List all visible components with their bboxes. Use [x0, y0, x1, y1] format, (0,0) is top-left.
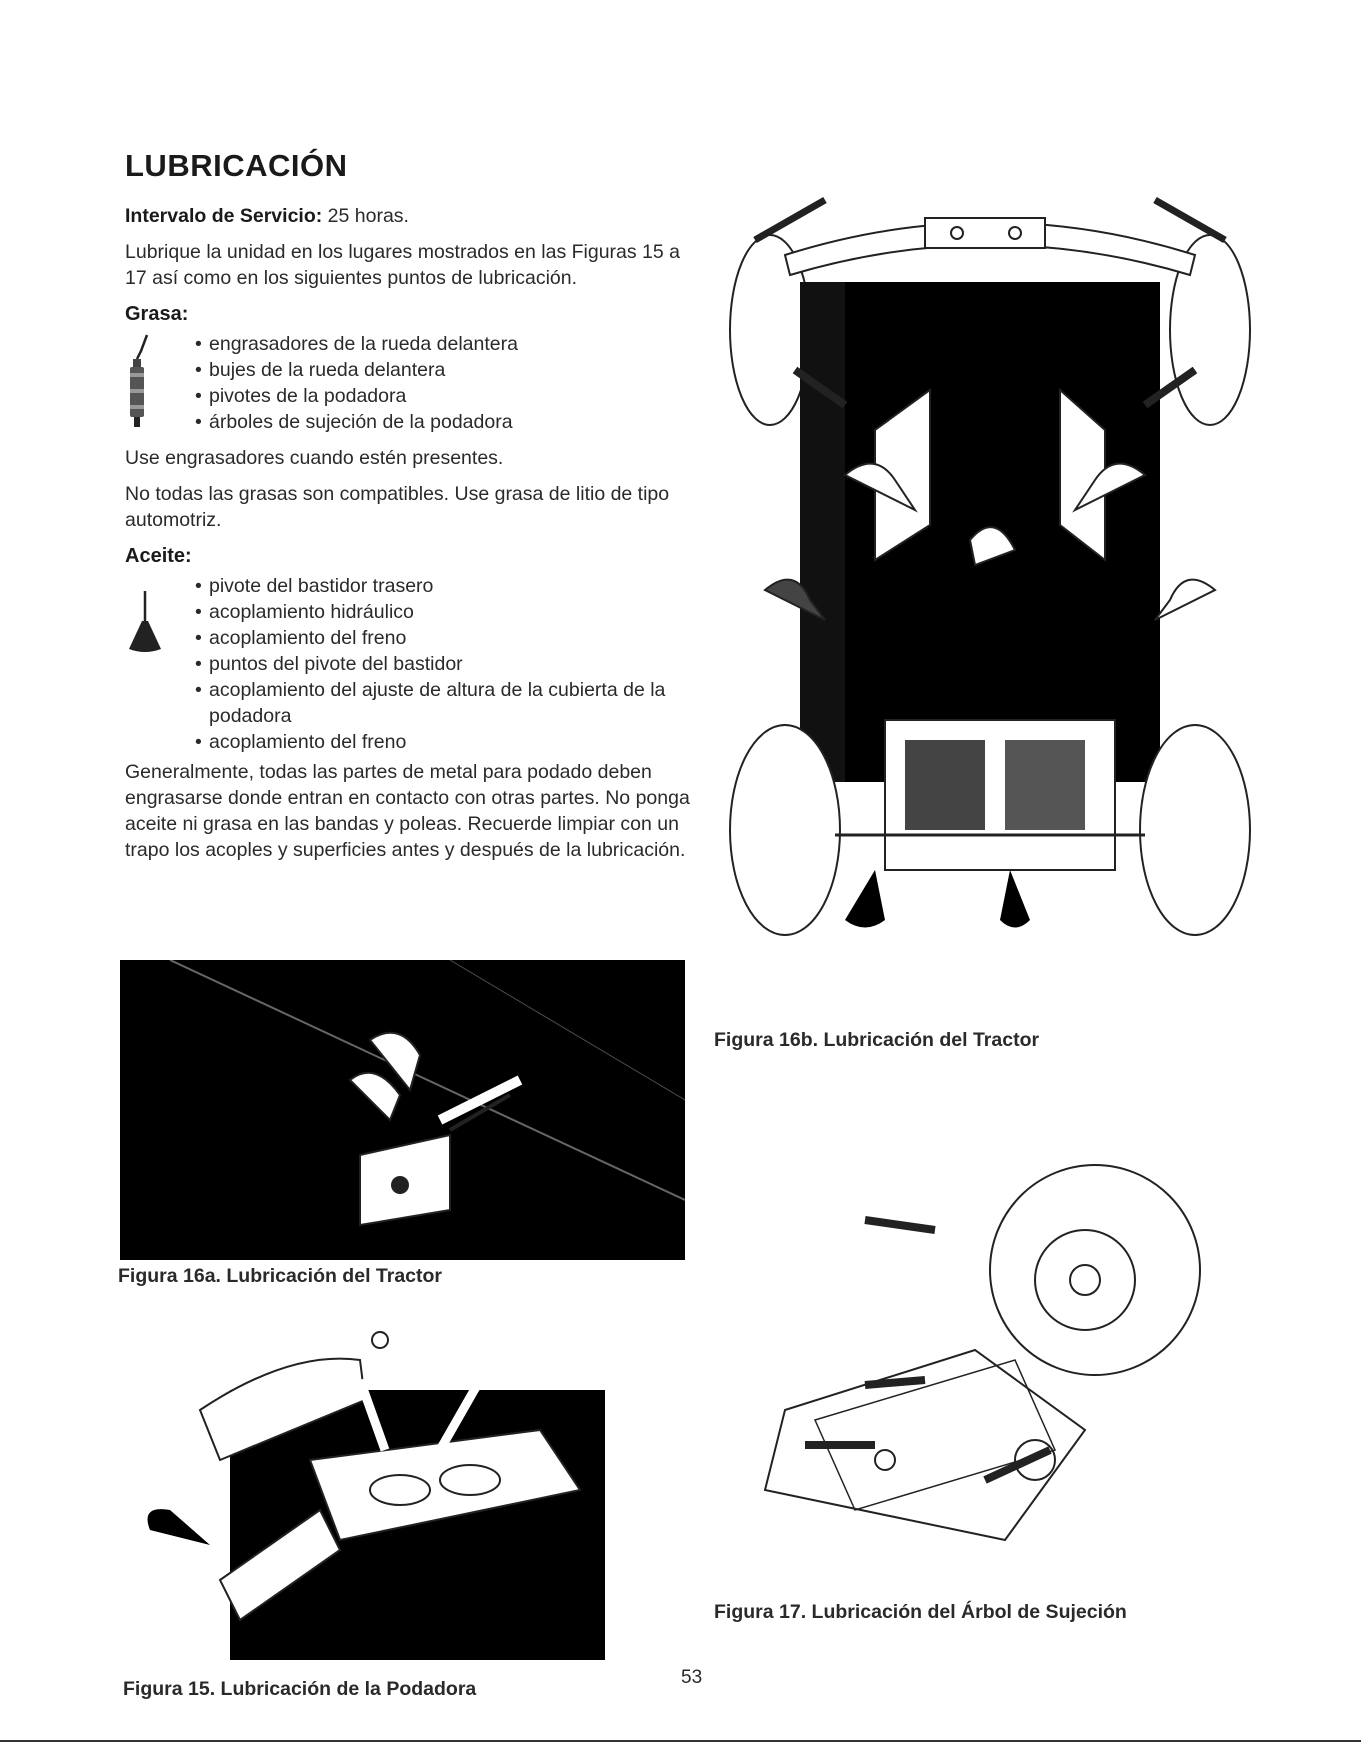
service-interval-label: Intervalo de Servicio:: [125, 205, 323, 227]
oil-item: • pivote del bastidor trasero: [195, 573, 695, 599]
figure-16a-caption: Figura 16a. Lubricación del Tractor: [118, 1265, 443, 1287]
oil-item: • puntos del pivote del bastidor: [195, 651, 695, 677]
oil-item: • acoplamiento del freno: [195, 625, 695, 651]
service-interval-value: 25 horas.: [327, 205, 409, 227]
grease-item: • árboles de sujeción de la podadora: [195, 409, 695, 435]
grease-gun-icon: [125, 333, 159, 435]
figure-16b-tractor-underside: [725, 180, 1255, 950]
oil-can-icon: [125, 591, 165, 660]
grease-item: • pivotes de la podadora: [195, 383, 695, 409]
figure-15-mower-deck: [140, 1320, 610, 1660]
figure-15-caption: Figura 15. Lubricación de la Podadora: [123, 1678, 477, 1700]
oil-item: • acoplamiento del ajuste de altura de la cubierta de la podadora: [195, 677, 695, 729]
oil-list-block: [125, 573, 695, 755]
oil-item: • acoplamiento del freno: [195, 729, 695, 755]
grease-note-compatibility: No todas las grasas son compatibles. Use grasa de litio de tipo automotriz.: [125, 483, 670, 531]
service-interval: [125, 203, 695, 229]
grease-list: [195, 331, 695, 435]
figure-16b-caption: Figura 16b. Lubricación del Tractor: [714, 1029, 1040, 1051]
general-note: Generalmente, todas las partes de metal para podado deben engrasarse donde entran en contacto con otras partes. No ponga aceite ni grasa en las bandas y poleas. Recuerde limpiar con un trapo los acoples y superficies antes y después de la lubricación.: [125, 761, 690, 861]
figure-16a-tractor-detail: [120, 960, 685, 1260]
grease-heading: Grasa:: [125, 303, 189, 325]
bottom-rule: [0, 1740, 1361, 1742]
page-number: 53: [681, 1667, 703, 1688]
oil-item: • acoplamiento hidráulico: [195, 599, 695, 625]
intro-paragraph: Lubrique la unidad en los lugares mostrados en las Figuras 15 a 17 así como en los siguientes puntos de lubricación.: [125, 241, 681, 289]
figure-17-caption: Figura 17. Lubricación del Árbol de Sujeción: [714, 1601, 1127, 1623]
oil-list: [195, 573, 695, 755]
text-column: [125, 203, 695, 873]
figure-17-axle-detail: [755, 1160, 1225, 1570]
grease-item: • bujes de la rueda delantera: [195, 357, 695, 383]
grease-note-fittings: Use engrasadores cuando estén presentes.: [125, 447, 504, 469]
grease-list-block: [125, 331, 695, 435]
page-title: LUBRICACIÓN: [125, 148, 348, 183]
oil-heading: Aceite:: [125, 545, 192, 567]
grease-item: • engrasadores de la rueda delantera: [195, 331, 695, 357]
